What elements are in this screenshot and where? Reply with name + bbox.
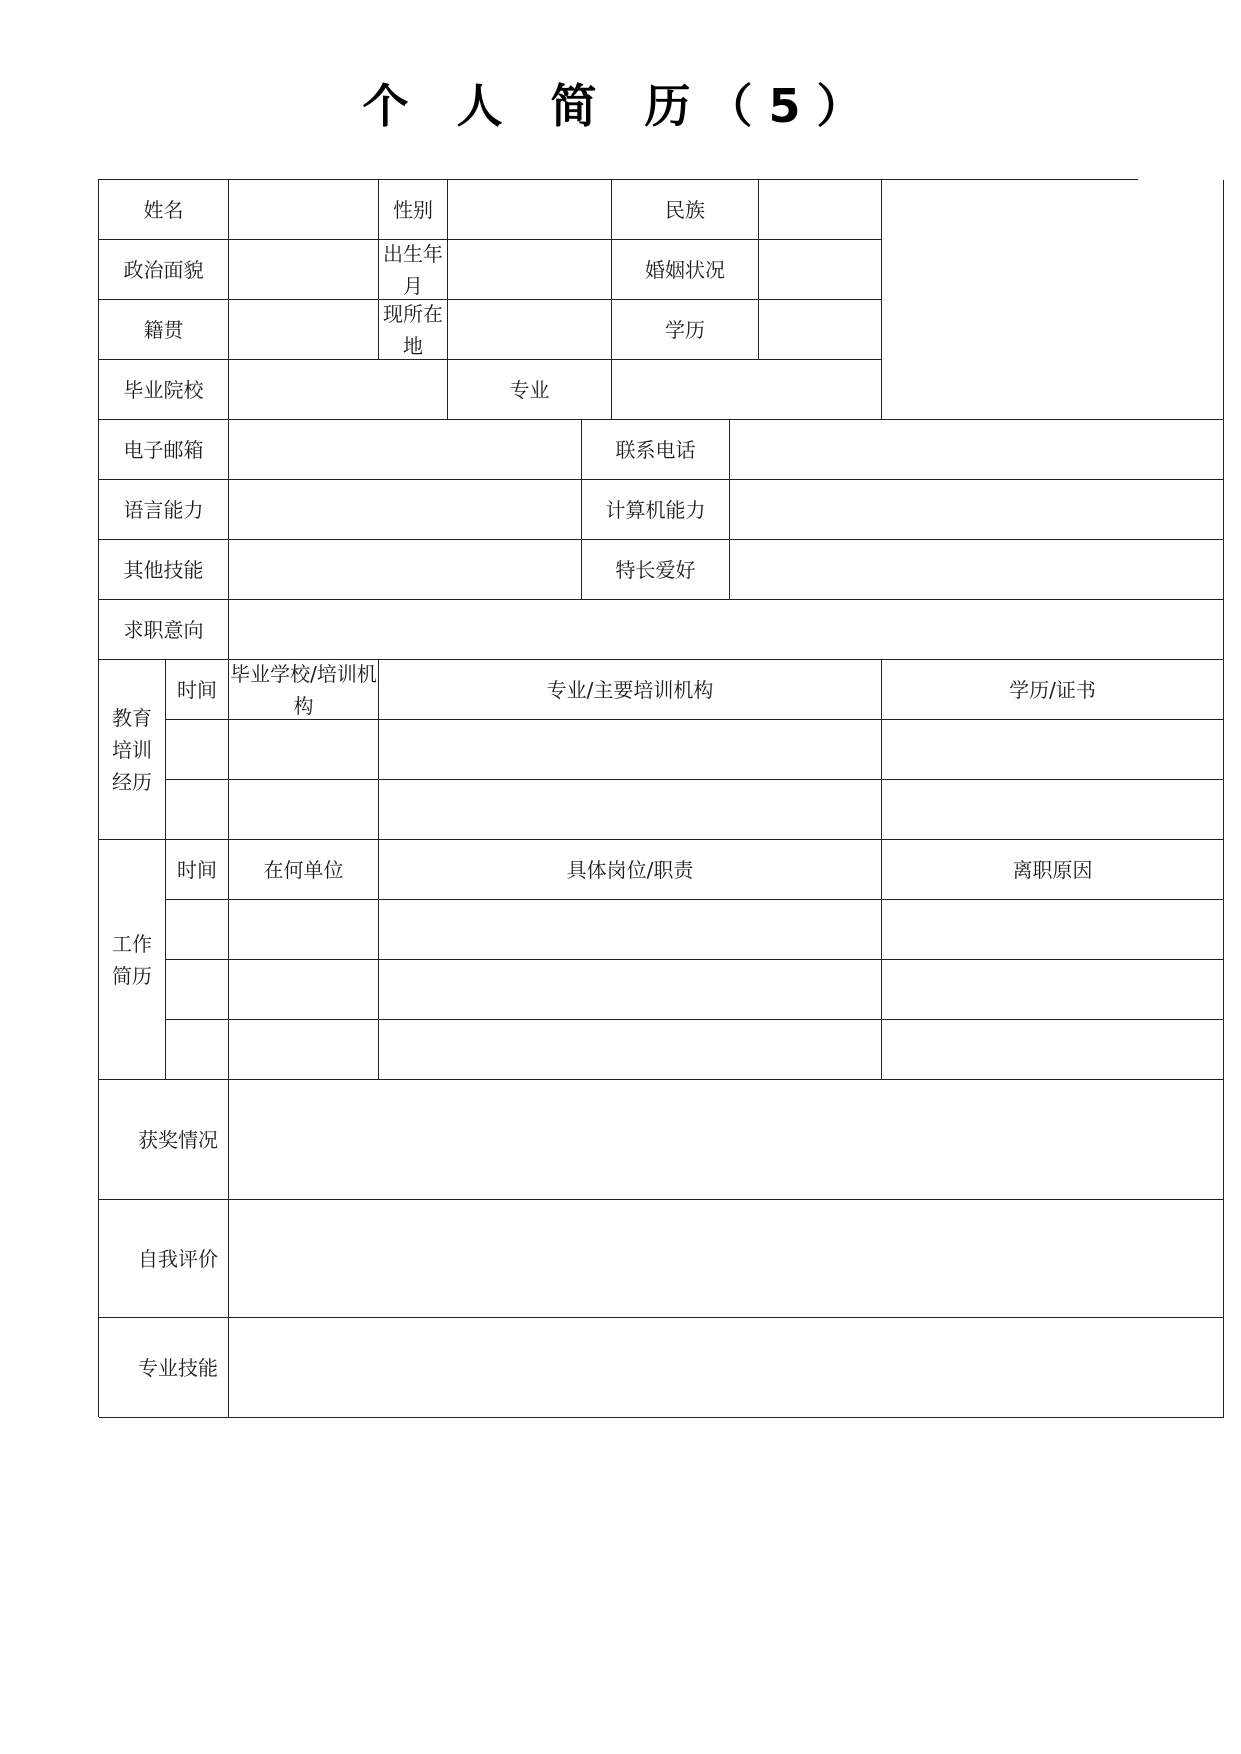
gender-label: 性别 — [379, 180, 448, 240]
work-row1-time[interactable] — [166, 900, 229, 960]
marital-field[interactable] — [759, 240, 882, 300]
edu-row1-time[interactable] — [166, 720, 229, 780]
education-field[interactable] — [759, 300, 882, 360]
work-section-text: 工作简历 — [112, 931, 152, 988]
name-field[interactable] — [229, 180, 379, 240]
work-row2-position[interactable] — [379, 960, 882, 1020]
work-header-reason: 离职原因 — [882, 840, 1224, 900]
edu-header-degree: 学历/证书 — [882, 660, 1224, 720]
work-section-label — [99, 840, 166, 1080]
resume-table — [98, 179, 1138, 1417]
political-label: 政治面貌 — [99, 240, 229, 300]
edu-header-time: 时间 — [166, 660, 229, 720]
name-label: 姓名 — [99, 180, 229, 240]
major-label: 专业 — [448, 360, 612, 420]
computer-label: 计算机能力 — [582, 480, 730, 540]
edu-row2-time[interactable] — [166, 780, 229, 840]
professional-skills-field[interactable] — [229, 1318, 1224, 1418]
edu-row1-degree[interactable] — [882, 720, 1224, 780]
major-field[interactable] — [612, 360, 882, 420]
language-field[interactable] — [229, 480, 582, 540]
work-row3-reason[interactable] — [882, 1020, 1224, 1080]
native-place-field[interactable] — [229, 300, 379, 360]
email-label: 电子邮箱 — [99, 420, 229, 480]
work-row3-position[interactable] — [379, 1020, 882, 1080]
edu-row1-major[interactable] — [379, 720, 882, 780]
phone-label: 联系电话 — [582, 420, 730, 480]
other-skills-label: 其他技能 — [99, 540, 229, 600]
work-row2-time[interactable] — [166, 960, 229, 1020]
intention-label: 求职意向 — [99, 600, 229, 660]
self-evaluation-field[interactable] — [229, 1200, 1224, 1318]
other-skills-field[interactable] — [229, 540, 582, 600]
email-field[interactable] — [229, 420, 582, 480]
political-field[interactable] — [229, 240, 379, 300]
photo-box[interactable] — [882, 180, 1224, 420]
hobbies-field[interactable] — [730, 540, 1224, 600]
work-row1-position[interactable] — [379, 900, 882, 960]
edu-header-school: 毕业学校/培训机构 — [229, 660, 379, 720]
native-place-label: 籍贯 — [99, 300, 229, 360]
awards-label: 获奖情况 — [99, 1080, 229, 1200]
education-label: 学历 — [612, 300, 759, 360]
marital-label: 婚姻状况 — [612, 240, 759, 300]
page-title: 个 人 简 历（5） — [362, 79, 879, 133]
intention-field[interactable] — [229, 600, 1224, 660]
professional-skills-label: 专业技能 — [99, 1318, 229, 1418]
gender-field[interactable] — [448, 180, 612, 240]
edu-row2-major[interactable] — [379, 780, 882, 840]
hobbies-label: 特长爱好 — [582, 540, 730, 600]
work-header-position: 具体岗位/职责 — [379, 840, 882, 900]
edu-row2-degree[interactable] — [882, 780, 1224, 840]
ethnicity-label: 民族 — [612, 180, 759, 240]
work-row3-company[interactable] — [229, 1020, 379, 1080]
work-row2-company[interactable] — [229, 960, 379, 1020]
birth-field[interactable] — [448, 240, 612, 300]
computer-field[interactable] — [730, 480, 1224, 540]
work-row2-reason[interactable] — [882, 960, 1224, 1020]
self-evaluation-label: 自我评价 — [99, 1200, 229, 1318]
birth-label: 出生年月 — [379, 240, 448, 300]
residence-label: 现所在地 — [379, 300, 448, 360]
work-row1-reason[interactable] — [882, 900, 1224, 960]
school-label: 毕业院校 — [99, 360, 229, 420]
edu-row2-school[interactable] — [229, 780, 379, 840]
residence-field[interactable] — [448, 300, 612, 360]
ethnicity-field[interactable] — [759, 180, 882, 240]
phone-field[interactable] — [730, 420, 1224, 480]
school-field[interactable] — [229, 360, 448, 420]
language-label: 语言能力 — [99, 480, 229, 540]
edu-row1-school[interactable] — [229, 720, 379, 780]
work-row1-company[interactable] — [229, 900, 379, 960]
work-header-company: 在何单位 — [229, 840, 379, 900]
work-header-time: 时间 — [166, 840, 229, 900]
awards-field[interactable] — [229, 1080, 1224, 1200]
education-section-text: 教育培训经历 — [112, 705, 152, 794]
work-row3-time[interactable] — [166, 1020, 229, 1080]
education-section-label — [99, 660, 166, 840]
edu-header-major: 专业/主要培训机构 — [379, 660, 882, 720]
